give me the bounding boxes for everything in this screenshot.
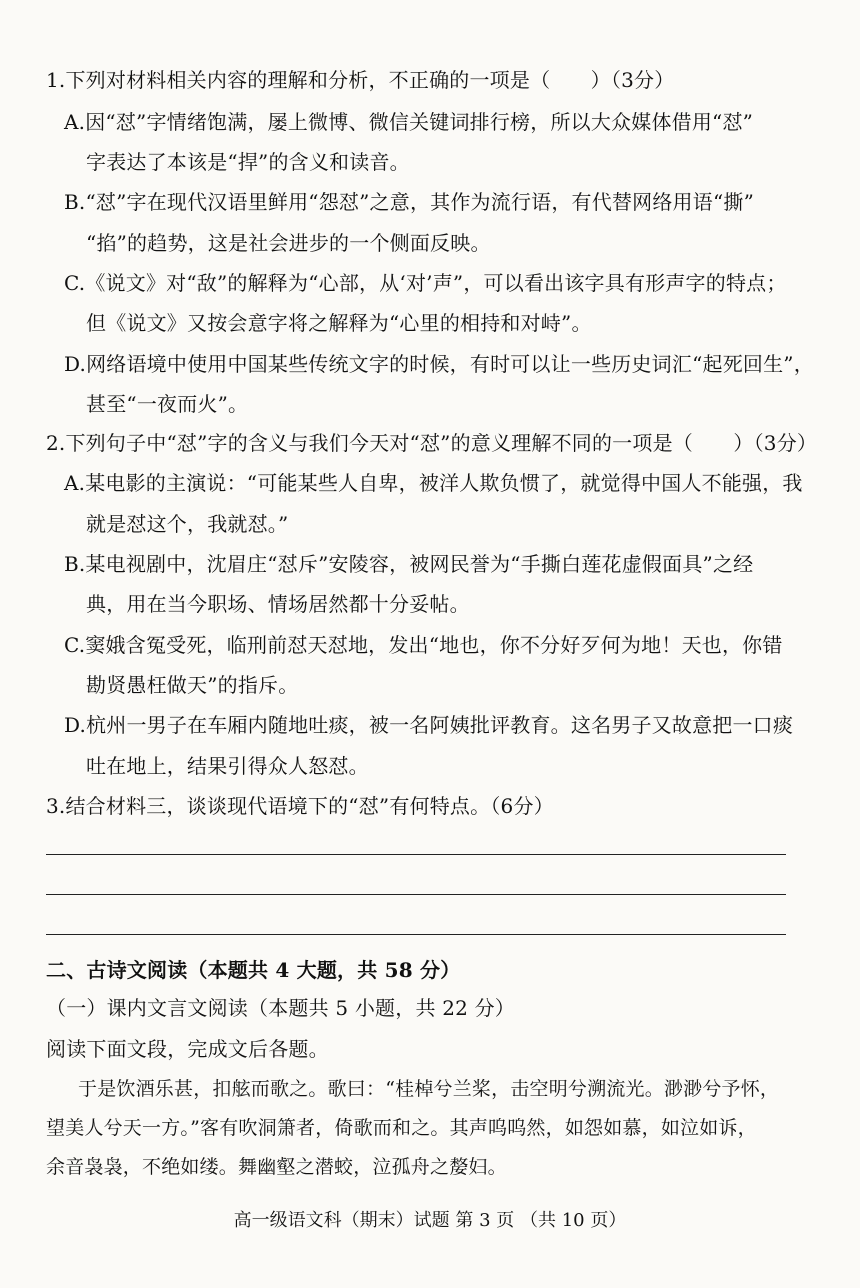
question-2-option-c-cont: 勘贤愚枉做天”的指斥。 <box>86 673 299 697</box>
question-2-stem: 2.下列句子中“怼”字的含义与我们今天对“怼”的意义理解不同的一项是（ ）（3分） <box>46 431 818 455</box>
question-2-option-c: C.窦娥含冤受死，临刑前怼天怼地，发出“地也，你不分好歹何为地！天也，你错 <box>64 633 783 657</box>
question-1-option-c-cont: 但《说文》又按会意字将之解释为“心里的相持和对峙”。 <box>86 311 592 335</box>
question-1-option-b: B.“怼”字在现代汉语里鲜用“怨怼”之意，其作为流行语，有代替网络用语“撕” <box>64 190 755 214</box>
question-1-option-b-cont: “掐”的趋势，这是社会进步的一个侧面反映。 <box>86 231 491 255</box>
question-1-option-a-cont: 字表达了本该是“捍”的含义和读音。 <box>86 150 410 174</box>
section-2-subtitle: （一）课内文言文阅读（本题共 5 小题，共 22 分） <box>46 996 516 1020</box>
answer-line-1[interactable] <box>46 854 786 855</box>
answer-line-2[interactable] <box>46 894 786 895</box>
question-2-option-b-cont: 典，用在当今职场、情场居然都十分妥帖。 <box>86 592 470 616</box>
classical-text-line-2: 望美人兮天一方。”客有吹洞箫者，倚歌而和之。其声呜呜然，如怨如慕，如泣如诉， <box>46 1117 757 1139</box>
question-1-option-d-cont: 甚至“一夜而火”。 <box>86 392 249 416</box>
question-2-option-d: D.杭州一男子在车厢内随地吐痰，被一名阿姨批评教育。这名男子又故意把一口痰 <box>64 713 794 737</box>
question-2-option-a: A.某电影的主演说：“可能某些人自卑，被洋人欺负惯了，就觉得中国人不能强，我 <box>64 471 803 495</box>
question-1-stem: 1.下列对材料相关内容的理解和分析，不正确的一项是（ ）（3分） <box>46 68 675 92</box>
classical-text-line-1: 于是饮酒乐甚，扣舷而歌之。歌曰：“桂棹兮兰桨，击空明兮溯流光。渺渺兮予怀， <box>78 1078 780 1100</box>
question-1-option-d: D.网络语境中使用中国某些传统文字的时候，有时可以让一些历史词汇“起死回生”， <box>64 352 814 376</box>
answer-line-3[interactable] <box>46 934 786 935</box>
page-footer: 高一级语文科（期末）试题 第 3 页 （共 10 页） <box>233 1210 627 1231</box>
question-1-option-a: A.因“怼”字情绪饱满，屡上微博、微信关键词排行榜，所以大众媒体借用“怼” <box>64 110 754 134</box>
reading-instruction: 阅读下面文段，完成文后各题。 <box>46 1037 329 1061</box>
question-3-stem: 3.结合材料三，谈谈现代语境下的“怼”有何特点。（6分） <box>46 794 554 818</box>
classical-text-line-3: 余音袅袅，不绝如缕。舞幽壑之潜蛟，泣孤舟之嫠妇。 <box>46 1156 507 1178</box>
question-2-option-b: B.某电视剧中，沈眉庄“怼斥”安陵容，被网民誉为“手撕白莲花虚假面具”之经 <box>64 552 754 576</box>
question-2-option-d-cont: 吐在地上，结果引得众人怒怼。 <box>86 754 369 778</box>
question-2-option-a-cont: 就是怼这个，我就怼。” <box>86 512 289 536</box>
section-2-title: 二、古诗文阅读（本题共 4 大题，共 58 分） <box>46 958 461 982</box>
question-1-option-c: C.《说文》对“敌”的解释为“心部，从‘对’声”，可以看出该字具有形声字的特点； <box>64 271 787 295</box>
